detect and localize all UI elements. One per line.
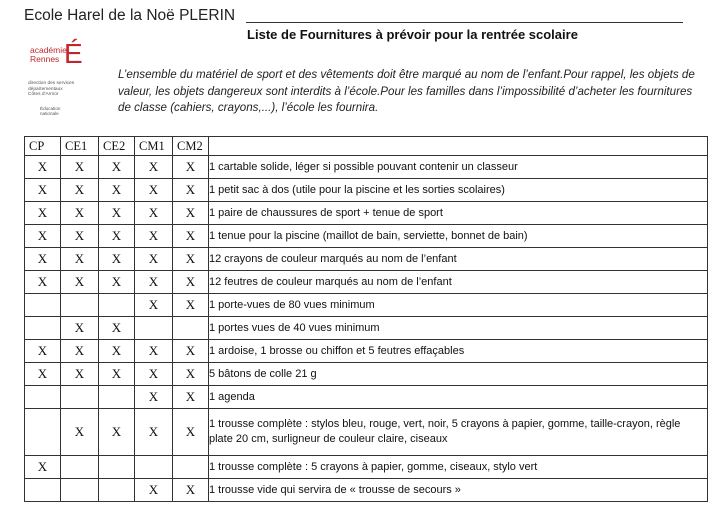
supply-item: 1 trousse complète : 5 crayons à papier, gomme, ciseaux, stylo vert <box>209 456 708 479</box>
level-mark-cell: X <box>135 271 173 294</box>
supply-item: 1 tenue pour la piscine (maillot de bain, serviette, bonnet de bain) <box>209 225 708 248</box>
level-mark-cell: X <box>99 225 135 248</box>
level-mark-cell: X <box>99 271 135 294</box>
level-mark-cell: X <box>25 271 61 294</box>
level-mark-cell: X <box>135 386 173 409</box>
supply-item: 1 cartable solide, léger si possible pouvant contenir un classeur <box>209 156 708 179</box>
logo-sub-2: départementaux <box>28 86 63 92</box>
table-row <box>25 317 708 340</box>
table-row <box>25 409 708 456</box>
level-mark-cell: X <box>173 363 209 386</box>
level-mark-cell <box>25 386 61 409</box>
level-mark-cell <box>173 317 209 340</box>
level-mark-cell: X <box>135 294 173 317</box>
supply-item: 1 ardoise, 1 brosse ou chiffon et 5 feutres effaçables <box>209 340 708 363</box>
level-mark-cell <box>25 479 61 502</box>
logo-accent-letter: É <box>64 38 83 69</box>
supply-item: 12 feutres de couleur marqués au nom de l’enfant <box>209 271 708 294</box>
logo-ministry <box>40 106 80 117</box>
supply-item: 1 trousse complète : stylos bleu, rouge, vert, noir, 5 crayons à papier, gomme, taille-crayon, règle plate 20 cm, surligneur de couleur claire, ciseaux <box>209 409 708 456</box>
table-row <box>25 294 708 317</box>
level-mark-cell: X <box>99 340 135 363</box>
supply-item: 1 petit sac à dos (utile pour la piscine et les sorties scolaires) <box>209 179 708 202</box>
logo-line-2: Rennes <box>30 54 60 64</box>
list-title: Liste de Fournitures à prévoir pour la rentrée scolaire <box>247 27 578 42</box>
level-mark-cell: X <box>173 179 209 202</box>
level-mark-cell: X <box>99 156 135 179</box>
level-mark-cell: X <box>173 386 209 409</box>
level-mark-cell: X <box>61 409 99 456</box>
table-row <box>25 225 708 248</box>
level-mark-cell: X <box>99 248 135 271</box>
intro-paragraph: L’ensemble du matériel de sport et des vêtements doit être marqué au nom de l’enfant.Pour rappel, les objets de valeur, les objets dangereux sont interdits à l’école.Pour les familles dans l’impossibilité d’acheter les fournitures de classe (cahiers, crayons,...), l’école les fournira. <box>118 68 695 114</box>
level-mark-cell: X <box>135 225 173 248</box>
level-mark-cell: X <box>173 225 209 248</box>
level-mark-cell <box>25 317 61 340</box>
supply-item: 1 trousse vide qui servira de « trousse de secours » <box>209 479 708 502</box>
table-body <box>25 156 708 502</box>
supplies-table <box>24 136 708 502</box>
level-mark-cell: X <box>61 271 99 294</box>
table-row <box>25 248 708 271</box>
level-mark-cell: X <box>61 225 99 248</box>
level-mark-cell: X <box>173 294 209 317</box>
table-row <box>25 479 708 502</box>
supply-item: 1 porte-vues de 80 vues minimum <box>209 294 708 317</box>
level-mark-cell: X <box>135 363 173 386</box>
level-mark-cell: X <box>135 479 173 502</box>
level-mark-cell: X <box>173 156 209 179</box>
item-column-header <box>209 137 708 156</box>
level-mark-cell: X <box>135 409 173 456</box>
table-row <box>25 363 708 386</box>
level-mark-cell: X <box>135 248 173 271</box>
level-mark-cell <box>61 386 99 409</box>
level-mark-cell <box>61 479 99 502</box>
level-mark-cell: X <box>173 340 209 363</box>
level-mark-cell: X <box>25 340 61 363</box>
table-row <box>25 456 708 479</box>
supply-item: 1 portes vues de 40 vues minimum <box>209 317 708 340</box>
level-mark-cell <box>99 456 135 479</box>
table-row <box>25 340 708 363</box>
column-header: CP <box>25 137 61 156</box>
level-mark-cell <box>99 386 135 409</box>
column-header: CM2 <box>173 137 209 156</box>
level-mark-cell: X <box>61 317 99 340</box>
table-row <box>25 202 708 225</box>
school-name: Ecole Harel de la Noë PLERIN <box>24 7 236 24</box>
level-mark-cell: X <box>135 340 173 363</box>
level-mark-cell: X <box>61 156 99 179</box>
level-mark-cell: X <box>99 409 135 456</box>
level-mark-cell <box>25 294 61 317</box>
level-mark-cell <box>99 479 135 502</box>
level-mark-cell: X <box>99 317 135 340</box>
logo-line-1: académie <box>30 45 67 55</box>
level-mark-cell: X <box>135 156 173 179</box>
level-mark-cell: X <box>173 271 209 294</box>
level-mark-cell: X <box>61 179 99 202</box>
supply-item: 12 crayons de couleur marqués au nom de l’enfant <box>209 248 708 271</box>
level-mark-cell: X <box>25 179 61 202</box>
logo-sub-5: nationale <box>40 111 59 117</box>
logo-sub-1: direction des services <box>28 81 75 86</box>
level-mark-cell: X <box>61 340 99 363</box>
level-mark-cell: X <box>99 179 135 202</box>
level-mark-cell <box>61 294 99 317</box>
level-mark-cell: X <box>135 179 173 202</box>
column-header: CM1 <box>135 137 173 156</box>
level-mark-cell <box>99 294 135 317</box>
table-header-row <box>25 137 708 156</box>
supply-item: 1 agenda <box>209 386 708 409</box>
table-row <box>25 179 708 202</box>
level-mark-cell <box>173 456 209 479</box>
level-mark-cell: X <box>61 248 99 271</box>
level-mark-cell: X <box>25 456 61 479</box>
level-mark-cell: X <box>99 202 135 225</box>
supply-item: 1 paire de chaussures de sport + tenue de sport <box>209 202 708 225</box>
level-mark-cell: X <box>173 479 209 502</box>
level-mark-cell: X <box>173 202 209 225</box>
level-mark-cell: X <box>99 363 135 386</box>
table-row <box>25 156 708 179</box>
level-mark-cell: X <box>173 409 209 456</box>
level-mark-cell: X <box>25 156 61 179</box>
logo-sub-4: Éducation <box>40 106 61 111</box>
logo-sub-3: Côtes d'Armor <box>28 92 59 98</box>
level-mark-cell: X <box>25 248 61 271</box>
level-mark-cell: X <box>25 363 61 386</box>
signature-line <box>246 22 683 23</box>
level-mark-cell <box>135 317 173 340</box>
level-mark-cell: X <box>61 202 99 225</box>
level-mark-cell: X <box>25 225 61 248</box>
level-mark-cell: X <box>25 202 61 225</box>
level-mark-cell <box>61 456 99 479</box>
logo-wordmark <box>30 46 66 64</box>
supply-item: 5 bâtons de colle 21 g <box>209 363 708 386</box>
level-mark-cell: X <box>173 248 209 271</box>
column-header: CE1 <box>61 137 99 156</box>
level-mark-cell: X <box>61 363 99 386</box>
level-mark-cell: X <box>135 202 173 225</box>
level-mark-cell <box>135 456 173 479</box>
column-header: CE2 <box>99 137 135 156</box>
logo-subtitle <box>28 81 88 98</box>
table-row <box>25 271 708 294</box>
level-mark-cell <box>25 409 61 456</box>
table-row <box>25 386 708 409</box>
